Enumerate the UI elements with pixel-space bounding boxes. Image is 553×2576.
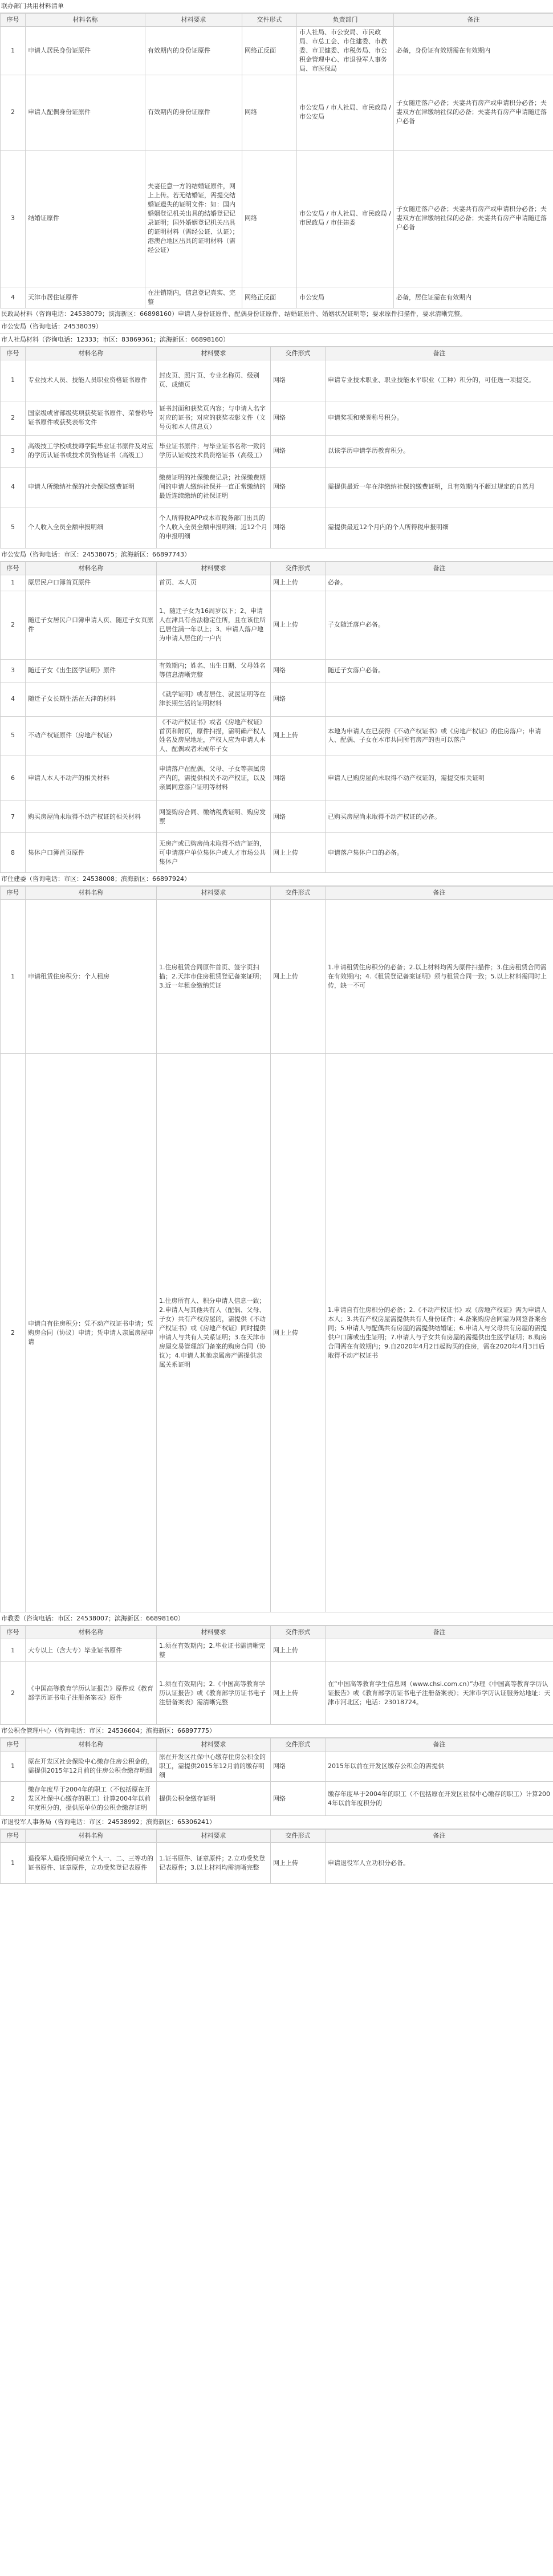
cell-req: 封皮页、照片页、专业名称页、级别页、成绩页 — [157, 360, 271, 401]
column-header: 序号 — [1, 1626, 26, 1639]
cell-note: 缴存年度早于2004年的职工（不包括原在开发区社保中心缴存的职工）计算2004年以前年度积分的 — [326, 1782, 553, 1816]
materials-table — [0, 1829, 553, 1884]
column-header: 材料名称 — [26, 347, 157, 360]
table-row — [1, 801, 553, 833]
cell-note: 申请奖项和荣誉称号积分。 — [326, 401, 553, 435]
section-2 — [0, 334, 553, 548]
section-title: 市公积金管理中心（咨询电话：市区：24536604；滨海新区：66897775） — [0, 1725, 553, 1738]
cell-name: 申请人配偶身份证原件 — [26, 75, 145, 150]
cell-name: 不动产权证原件（房地产权证） — [26, 716, 157, 755]
cell-no: 1 — [1, 1752, 26, 1782]
cell-form: 网络 — [271, 360, 326, 401]
table-row — [1, 1843, 553, 1884]
table-row — [1, 287, 553, 308]
cell-dept: 市人社局、市公安局、市民政局、市总工会、市住建委、市教委、市卫健委、市税务局、市公积金管理中心、市退役军人事务局、市医保局 — [297, 27, 394, 75]
cell-note: 子女随迁落户必备。 — [326, 591, 553, 659]
column-header: 材料名称 — [26, 887, 157, 900]
table-header-row — [1, 1830, 553, 1843]
table-row — [1, 435, 553, 467]
table-row — [1, 659, 553, 682]
cell-req: 1.须在有效期内；2.《中国高等教育学历认证报告》或《教育部学历证书电子注册备案表》需清晰完整 — [157, 1662, 271, 1725]
table-row — [1, 507, 553, 548]
cell-note: 子女随迁落户必备；夫妻共有房产或申请积分必备；夫妻双方在津缴纳社保的必备；夫妻共有房产申请随迁落户必备 — [394, 75, 553, 150]
column-header: 材料名称 — [26, 562, 157, 575]
cell-no: 4 — [1, 467, 26, 507]
cell-form: 网上上传 — [271, 716, 326, 755]
cell-no: 2 — [1, 591, 26, 659]
cell-name: 随迁子女《出生医学证明》原件 — [26, 659, 157, 682]
section-5 — [0, 1612, 553, 1725]
column-header: 备注 — [394, 14, 553, 27]
column-header: 交件形式 — [271, 347, 326, 360]
cell-note: 在“中国高等教育学生信息网（www.chsi.com.cn）”办理《中国高等教育学历认证报告》或《教育部学历证书电子注册备案表》；天津市学历认证服务站地址：天津市河北区；电话：23018724。 — [326, 1662, 553, 1725]
materials-table — [0, 562, 553, 873]
cell-form: 网上上传 — [271, 591, 326, 659]
table-row — [1, 75, 553, 150]
section-7 — [0, 1816, 553, 1884]
cell-note — [326, 1639, 553, 1662]
cell-req: 无房产或已购房尚未取得不动产证的，可申请落户单位集体户或人才市场公共集体户 — [157, 833, 271, 873]
table-row — [1, 716, 553, 755]
cell-name: 个人收入全员全额申报明细 — [26, 507, 157, 548]
cell-form: 网上上传 — [271, 833, 326, 873]
table-header-row — [1, 562, 553, 575]
cell-name: 原在开发区社会保险中心缴存住房公积金的，需提供2015年12月前的住房公积金缴存明细 — [26, 1752, 157, 1782]
table-row — [1, 1639, 553, 1662]
table-row — [1, 360, 553, 401]
cell-req: 个人所得税APP或本市税务部门出具的个人收入全员全额申报明细；近12个月的申报明细 — [157, 507, 271, 548]
cell-dept: 市公安局 — [297, 287, 394, 308]
table-header-row — [1, 1626, 553, 1639]
cell-req: 首页、本人页 — [157, 575, 271, 591]
materials-table — [0, 13, 553, 308]
cell-form: 网络 — [271, 801, 326, 833]
cell-form: 网络 — [271, 682, 326, 716]
section-title: 联办部门共用材料清单 — [0, 0, 553, 13]
table-row — [1, 900, 553, 1054]
column-header: 备注 — [326, 1738, 553, 1752]
cell-no: 2 — [1, 1054, 26, 1612]
cell-req: 有效期内的身份证原件 — [145, 27, 242, 75]
cell-note: 2015年以前在开发区缴存公积金的需提供 — [326, 1752, 553, 1782]
cell-name: 结婚证原件 — [26, 150, 145, 287]
cell-form: 网络 — [271, 401, 326, 435]
column-header: 负责部门 — [297, 14, 394, 27]
cell-note: 必备。 — [326, 575, 553, 591]
table-header-row — [1, 14, 553, 27]
cell-name: 集体户口簿首页原件 — [26, 833, 157, 873]
section-3 — [0, 548, 553, 873]
cell-req: 1、随迁子女为16周岁以下；2、申请人在津具有合法稳定住所，且在该住所已居住满一年以上；3、申请人落户地为申请人居住的一户内 — [157, 591, 271, 659]
column-header: 备注 — [326, 1830, 553, 1843]
cell-name: 国家级或省部级奖项获奖证书原件、荣誉称号证书原件或获奖表彰文件 — [26, 401, 157, 435]
cell-note: 子女随迁落户必备；夫妻共有房产或申请积分必备；夫妻双方在津缴纳社保的必备；夫妻共有房产申请随迁落户必备 — [394, 150, 553, 287]
cell-no: 1 — [1, 1639, 26, 1662]
column-header: 序号 — [1, 347, 26, 360]
table-header-row — [1, 347, 553, 360]
table-row — [1, 1054, 553, 1612]
cell-form: 网上上传 — [271, 1843, 326, 1884]
cell-name: 天津市居住证原件 — [26, 287, 145, 308]
cell-form: 网上上传 — [271, 1639, 326, 1662]
cell-form: 网络正反面 — [242, 27, 297, 75]
cell-req: 1.住房租赁合同原件首页、签字页扫描；2.天津市住房租赁登记备案证明；3.近一年租金缴纳凭证 — [157, 900, 271, 1054]
cell-req: 提供公积金缴存证明 — [157, 1782, 271, 1816]
column-header: 交件形式 — [271, 1830, 326, 1843]
cell-req: 《不动产权证书》或者《房地产权证》首页和附页，原件扫描，需明确产权人姓名及房屋地址，产权人应为申请人本人、配偶或者未成年子女 — [157, 716, 271, 755]
column-header: 序号 — [1, 562, 26, 575]
cell-req: 原在开发区社保中心缴存住房公积金的职工，需提供2015年12月前的缴存明细 — [157, 1752, 271, 1782]
cell-no: 3 — [1, 659, 26, 682]
cell-form: 网上上传 — [271, 575, 326, 591]
cell-name: 缴存年度早于2004年的职工（不包括原在开发区社保中心缴存的职工）计算2004年以前年度积分的，提供原单位的公积金缴存证明 — [26, 1782, 157, 1816]
column-header: 交件形式 — [271, 1626, 326, 1639]
cell-note: 申请落户集体户口的必备。 — [326, 833, 553, 873]
column-header: 交件形式 — [271, 1738, 326, 1752]
cell-no: 1 — [1, 360, 26, 401]
cell-form: 网络 — [271, 1752, 326, 1782]
section-6 — [0, 1725, 553, 1816]
cell-req: 缴费证明的社保缴费记录；社保缴费期间的申请人缴纳社保并一直正常缴纳的最近连续缴纳的社保证明 — [157, 467, 271, 507]
cell-note: 申请专业技术职业、职业技能水平职业（工种）积分的，可任选一项提交。 — [326, 360, 553, 401]
cell-no: 4 — [1, 682, 26, 716]
column-header: 备注 — [326, 347, 553, 360]
cell-req: 夫妻任意一方的结婚证原件，网上上传。若无结婚证，需提交结婚证遗失的证明文件：如：国内婚姻登记机关出具的结婚登记记录证明；国外婚姻登记机关出具的证明材料（需经公证、认证）；港澳台地区出具的证明材料（需经公证） — [145, 150, 242, 287]
cell-req: 1.证书原件、证章原件；2.立功受奖登记表原件；3.以上材料均需清晰完整 — [157, 1843, 271, 1884]
section-title: 市退役军人事务局（咨询电话：市区：24538992；滨海新区：65306241） — [0, 1816, 553, 1829]
cell-no: 1 — [1, 900, 26, 1054]
cell-no: 3 — [1, 435, 26, 467]
cell-name: 申请人居民身份证原件 — [26, 27, 145, 75]
section-1 — [0, 320, 553, 334]
table-row — [1, 1752, 553, 1782]
cell-note: 以该学历申请学历教育积分。 — [326, 435, 553, 467]
table-row — [1, 467, 553, 507]
column-header: 序号 — [1, 887, 26, 900]
cell-note — [326, 682, 553, 716]
cell-name: 申请人本人不动产的相关材料 — [26, 755, 157, 801]
table-row — [1, 591, 553, 659]
cell-note: 1.申请租赁住房积分的必备；2.以上材料均需为原件扫描件；3.住房租赁合同需在有效期内；4.《租赁登记备案证明》须与租赁合同一致；5.以上材料需同时上传，缺一不可 — [326, 900, 553, 1054]
cell-no: 4 — [1, 287, 26, 308]
cell-note: 必备，身份证有效期需在有效期内 — [394, 27, 553, 75]
cell-no: 3 — [1, 150, 26, 287]
table-header-row — [1, 887, 553, 900]
column-header: 序号 — [1, 1738, 26, 1752]
column-header: 材料要求 — [157, 887, 271, 900]
cell-req: 证书封面和获奖页内容；与申请人名字对应的证书；对应的获奖表彰文件（文号页和本人信息页） — [157, 401, 271, 435]
cell-name: 购买房屋尚未取得不动产权证的相关材料 — [26, 801, 157, 833]
cell-note: 申请人已购房屋尚未取得不动产权证的，需提交相关证明 — [326, 755, 553, 801]
cell-req: 申请落户在配偶、父母、子女等亲属房产内的，需提供相关不动产权证，以及亲属同意落户证明等材料 — [157, 755, 271, 801]
cell-name: 随迁子女居民户口簿申请人页、随迁子女页原件 — [26, 591, 157, 659]
column-header: 交件形式 — [242, 14, 297, 27]
cell-name: 高级技工学校或技师学院毕业证书原件及对应的学历认证书或技术员资格证书（高级工） — [26, 435, 157, 467]
table-row — [1, 150, 553, 287]
cell-form: 网络 — [242, 150, 297, 287]
cell-name: 专业技术人员、技能人员职业资格证书原件 — [26, 360, 157, 401]
cell-req: 《就学证明》或者居住、就医证明等在津长期生活的证明材料 — [157, 682, 271, 716]
column-header: 材料要求 — [145, 14, 242, 27]
column-header: 材料要求 — [157, 1626, 271, 1639]
cell-req: 有效期内；姓名、出生日期、父母姓名等信息清晰完整 — [157, 659, 271, 682]
cell-note: 随迁子女落户必备。 — [326, 659, 553, 682]
cell-note: 1.申请自有住房积分的必备；2.《不动产权证书》或《房地产权证》需为申请人本人；3.共有产权房屋需提供共有人身份证件；4.备案购房合同需为网签备案合同；5.申请人与配偶共有房屋的需提供结婚证；6.申请人与父母共有房屋的需提供户口簿或出生证明；7.申请人与子女共有房屋的需提供出生医学证明；8.购房合同需在有效期内；9.自2020年4月2日起购买的住房，需在2020年4月3日后取得不动产权证书 — [326, 1054, 553, 1612]
section-title: 市住建委（咨询电话：市区：24538008；滨海新区：66897924） — [0, 873, 553, 886]
column-header: 交件形式 — [271, 562, 326, 575]
cell-note: 必备，居住证需在有效期内 — [394, 287, 553, 308]
table-row — [1, 755, 553, 801]
table-row — [1, 1782, 553, 1816]
table-row — [1, 27, 553, 75]
cell-req: 有效期内的身份证原件 — [145, 75, 242, 150]
cell-no: 2 — [1, 1662, 26, 1725]
cell-note: 本地为申请人在已获得《不动产权证书》或《房地产权证》的住房落户；申请人、配偶、子女在本市共同所有房产的也可以落户 — [326, 716, 553, 755]
section-title: 市公安局（咨询电话：24538039） — [0, 320, 553, 334]
cell-name: 原居民户口簿首页原件 — [26, 575, 157, 591]
materials-table — [0, 1738, 553, 1816]
cell-no: 1 — [1, 27, 26, 75]
cell-req: 毕业证书原件；与毕业证书名称一致的学历认证或技术员资格证书（高级工） — [157, 435, 271, 467]
cell-name: 申请租赁住房积分：个人租房 — [26, 900, 157, 1054]
table-row — [1, 1662, 553, 1725]
table-row — [1, 682, 553, 716]
materials-table — [0, 1626, 553, 1725]
table-row — [1, 575, 553, 591]
column-header: 序号 — [1, 14, 26, 27]
section-title: 市教委（咨询电话：市区：24538007；滨海新区：66898160） — [0, 1612, 553, 1626]
section-title: 市公安局（咨询电话：市区：24538075；滨海新区：66897743） — [0, 548, 553, 562]
cell-form: 网络 — [271, 659, 326, 682]
cell-name: 《中国高等教育学历认证报告》原件或《教育部学历证书电子注册备案表》原件 — [26, 1662, 157, 1725]
cell-no: 5 — [1, 716, 26, 755]
cell-note: 申请退役军人立功积分必备。 — [326, 1843, 553, 1884]
materials-table — [0, 886, 553, 1612]
section-title: 市人社局材料（咨询电话：12333；市区：83869361；滨海新区：66898160） — [0, 334, 553, 347]
section-4 — [0, 873, 553, 1612]
column-header: 材料要求 — [157, 347, 271, 360]
cell-no: 8 — [1, 833, 26, 873]
cell-form: 网络 — [271, 467, 326, 507]
column-header: 材料名称 — [26, 1626, 157, 1639]
cell-form: 网上上传 — [271, 1054, 326, 1612]
cell-req: 在注销期内，信息登记真实、完整 — [145, 287, 242, 308]
column-header: 备注 — [326, 1626, 553, 1639]
cell-dept: 市公安局 / 市人社局、市民政局 / 市公安局 — [297, 75, 394, 150]
cell-req: 1.住房所有人、积分申请人信息一致；2.申请人与其他共有人（配偶、父母、子女）共有产权房屋的，需提供《不动产权证书》或《房地产权证》同时提供申请人与共有人关系证明；3.在天津市房屋交易管理部门备案的购房合同（协议）；4.申请人其他亲属房产需提供亲属关系证明 — [157, 1054, 271, 1612]
column-header: 材料名称 — [26, 14, 145, 27]
cell-req: 网签购房合同、缴纳税费证明、购房发票 — [157, 801, 271, 833]
cell-note: 需提供最近一年在津缴纳社保的缴费证明，且有效期内不超过规定的自然月 — [326, 467, 553, 507]
cell-form: 网上上传 — [271, 900, 326, 1054]
column-header: 材料名称 — [26, 1830, 157, 1843]
cell-req: 1.须在有效期内；2.毕业证书需清晰完整 — [157, 1639, 271, 1662]
cell-form: 网络 — [271, 507, 326, 548]
table-header-row — [1, 1738, 553, 1752]
table-row — [1, 401, 553, 435]
materials-table — [0, 347, 553, 548]
cell-dept: 市公安局 / 市人社局、市民政局 / 市民政局 / 市住建委 — [297, 150, 394, 287]
column-header: 材料要求 — [157, 1830, 271, 1843]
cell-name: 退役军人退役期间荣立个人一、二、三等功的证书原件、证章原件，立功受奖登记表原件 — [26, 1843, 157, 1884]
cell-no: 1 — [1, 575, 26, 591]
column-header: 材料要求 — [157, 1738, 271, 1752]
cell-no: 2 — [1, 401, 26, 435]
column-header: 材料要求 — [157, 562, 271, 575]
cell-name: 随迁子女长期生活在天津的材料 — [26, 682, 157, 716]
cell-no: 5 — [1, 507, 26, 548]
cell-form: 网络 — [271, 755, 326, 801]
cell-name: 申请人所缴纳社保的社会保险缴费证明 — [26, 467, 157, 507]
cell-form: 网络 — [271, 435, 326, 467]
column-header: 材料名称 — [26, 1738, 157, 1752]
section-footnote: 民政局材料（咨询电话：24538079；滨海新区：66898160）申请人身份证原件、配偶身份证原件、结婚证原件、婚姻状况证明等；要求原件扫描件，要求清晰完整。 — [0, 308, 553, 320]
cell-form: 网络 — [242, 75, 297, 150]
column-header: 备注 — [326, 562, 553, 575]
section-0 — [0, 0, 553, 320]
cell-no: 2 — [1, 75, 26, 150]
column-header: 备注 — [326, 887, 553, 900]
table-row — [1, 833, 553, 873]
cell-name: 申请自有住房积分：凭不动产权证书申请；凭购房合同（协议）申请；凭申请人亲属房屋申请 — [26, 1054, 157, 1612]
cell-form: 网络正反面 — [242, 287, 297, 308]
column-header: 交件形式 — [271, 887, 326, 900]
cell-no: 7 — [1, 801, 26, 833]
cell-note: 需提供最近12个月内的个人所得税申报明细 — [326, 507, 553, 548]
cell-form: 网上上传 — [271, 1662, 326, 1725]
cell-note: 已购买房屋尚未取得不动产权证的必备。 — [326, 801, 553, 833]
cell-form: 网络 — [271, 1782, 326, 1816]
column-header: 序号 — [1, 1830, 26, 1843]
cell-no: 2 — [1, 1782, 26, 1816]
cell-name: 大专以上（含大专）毕业证书原件 — [26, 1639, 157, 1662]
cell-no: 6 — [1, 755, 26, 801]
cell-no: 1 — [1, 1843, 26, 1884]
